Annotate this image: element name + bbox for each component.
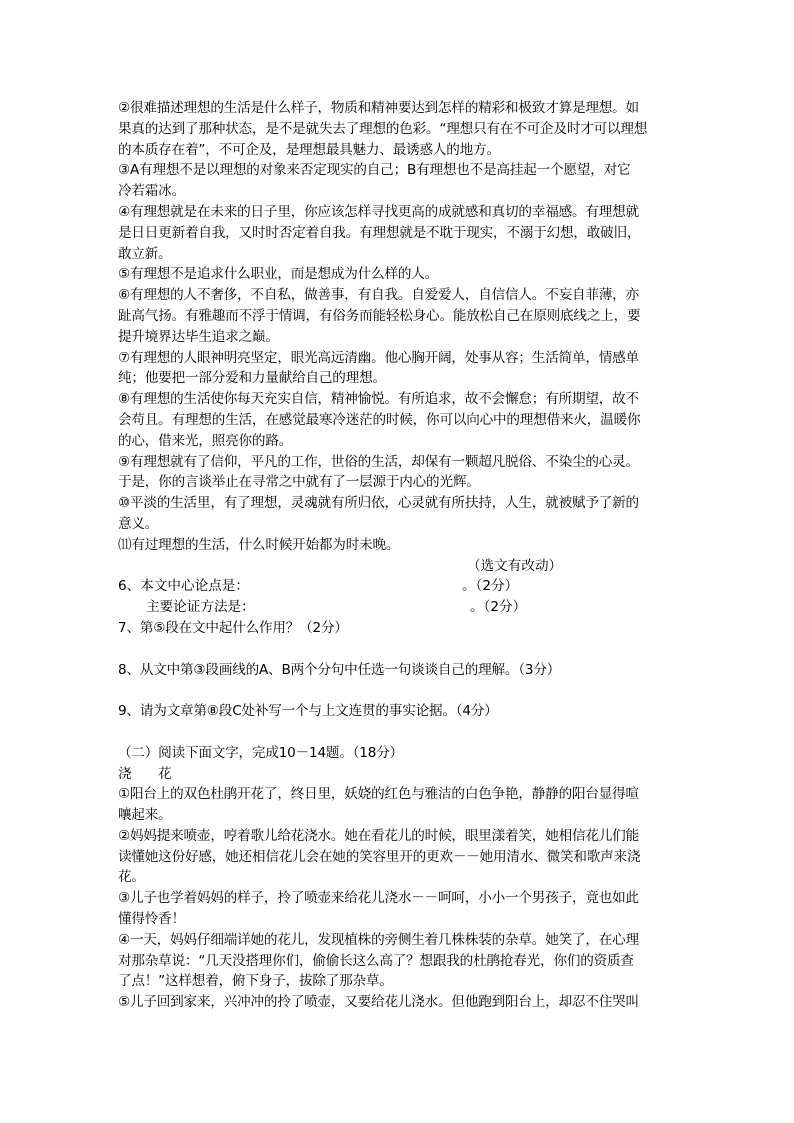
paragraph-line: 是日日更新着自我，又时时否定着自我。有理想就是不耽于现实，不溺于幻想，敢破旧， [118,224,641,241]
document-page [118,98,684,1013]
paragraph [118,98,684,160]
paragraph [118,888,684,930]
paragraph-line: ⑤儿子回到家来，兴冲冲的拎了喷壶，又要给花儿浇水。但他跑到阳台上，却忍不住哭叫 [118,994,639,1011]
paragraph [118,826,684,888]
paragraph-line: 对那杂草说：“几天没搭理你们，偷偷长这么高了？想跟我的杜鹃抢春光，你们的资质查 [118,952,634,969]
paragraph-line: 冷若霜冰。 [118,183,185,200]
paragraph-line: ⑾有过理想的生活，什么时候开始都为时未晚。 [118,536,400,553]
section2-heading: （二）阅读下面文字，完成10－14题。（18分） [118,744,403,761]
paragraph-line: 会苟且。有理想的生活，在感觉最寒冷迷茫的时候，你可以向心中的理想借来火，温暖你 [118,411,641,428]
paragraph [118,493,684,535]
paragraph [118,992,684,1013]
paragraph-line: ②妈妈提来喷壶，哼着歌儿给花浇水。她在看花儿的时候，眼里漾着笑，她相信花儿们能 [118,827,639,844]
answer-space-9 [118,722,684,743]
paragraph [118,264,684,285]
question-6 [118,576,684,597]
question-6-score: 。（2分） [462,578,519,595]
paragraph-line: 的心，借来光，照亮你的路。 [118,432,293,449]
section2-title: 浇 花 [118,765,172,782]
answer-space-8 [118,680,684,701]
source-note-row [118,556,684,577]
paragraph-line: ⑩平淡的生活里，有了理想，灵魂就有所归依，心灵就有所扶持，人生，就被赋予了新的 [118,495,639,512]
paragraph-line: ⑦有理想的人眼神明亮坚定，眼光高远清幽。他心胸开阔，处事从容；生活简单，情感单 [118,349,639,366]
paragraph-line: 的本质存在着”，不可企及，是理想最具魅力、最诱惑人的地方。 [118,141,500,158]
answer-space-7 [118,639,684,660]
paragraph-line: ⑥有理想的人不奢侈，不自私，做善事，有自我。自爱爱人，自信信人。不妄自菲薄，亦 [118,287,639,304]
paragraph [118,160,684,202]
question-6b [118,597,684,618]
paragraph-line: 敢立新。 [118,245,172,262]
paragraph-line: ③儿子也学着妈妈的样子，拎了喷壶来给花儿浇水－－呵呵，小小一个男孩子，竟也如此 [118,890,639,907]
paragraph [118,930,684,992]
paragraph [118,202,684,264]
paragraph-line: ④有理想就是在未来的日子里，你应该怎样寻找更高的成就感和真切的幸福感。有理想就 [118,203,639,220]
paragraph [118,535,684,556]
question-6-label: 6、本文中心论点是： [118,578,249,595]
paragraph-line: ③A有理想不是以理想的对象来否定现实的自己；B有理想也不是高挂起一个愿望，对它 [118,162,631,179]
paragraph-line: 于是，你的言谈举止在寻常之中就有了一层源于内心的光辉。 [118,474,480,491]
paragraph [118,348,684,390]
paragraph-line: 懂得怜香！ [118,911,185,928]
paragraph-line: 果真的达到了那种状态，是不是就失去了理想的色彩。“理想只有在不可企及时才可以理想 [118,120,648,137]
paragraph-line: 嚷起来。 [118,807,172,824]
paragraph-line: 花。 [118,869,145,886]
paragraph-line: ⑧有理想的生活使你每天充实自信，精神愉悦。有所追求，故不会懈怠；有所期望，故不 [118,391,639,408]
paragraph-line: 了点！”这样想着，俯下身子，拔除了那杂草。 [118,973,393,990]
passage2-body [118,784,684,1013]
question-6b-label: 主要论证方法是： [146,599,255,616]
paragraph-line: ②很难描述理想的生活是什么样子，物质和精神要达到怎样的精彩和极致才算是理想。如 [118,100,639,116]
paragraph-line: 读懂她这份好感，她还相信花儿会在她的笑容里开的更欢－－她用清水、微笑和歌声来浇 [118,848,641,865]
paragraph [118,285,684,347]
question-6b-score: 。（2分） [470,599,527,616]
passage1-body [118,98,684,556]
paragraph [118,452,684,494]
paragraph-line: ①阳台上的双色杜鹃开花了，终日里，妖娆的红色与雅洁的白色争艳，静静的阳台显得喧 [118,786,639,803]
paragraph-line: ⑤有理想不是追求什么职业，而是想成为什么样的人。 [118,266,439,283]
paragraph-line: 提升境界达毕生追求之巅。 [118,328,279,345]
paragraph-line: ⑨有理想就有了信仰，平凡的工作，世俗的生活，却保有一颗超凡脱俗、不染尘的心灵。 [118,453,639,470]
paragraph-line: ④一天，妈妈仔细端详她的花儿，发现植株的旁侧生着几株株装的杂草。她笑了，在心理 [118,931,639,948]
paragraph-line: 意义。 [118,515,159,532]
paragraph-line: 趾高气扬。有雅趣而不浮于情调，有俗务而能轻松身心。能放松自己在原则底线之上，要 [118,307,641,324]
question-7: 7、第⑤段在文中起什么作用？（2分） [118,619,348,636]
question-8: 8、从文中第③段画线的A、B两个分句中任选一句谈谈自己的理解。（3分） [118,661,561,678]
paragraph [118,389,684,451]
paragraph [118,784,684,826]
question-9: 9、请为文章第⑧段C处补写一个与上文连贯的事实论据。（4分） [118,703,498,720]
paragraph-line: 纯；他要把一部分爱和力量献给自己的理想。 [118,370,386,387]
source-note: （选文有改动） [467,557,563,574]
